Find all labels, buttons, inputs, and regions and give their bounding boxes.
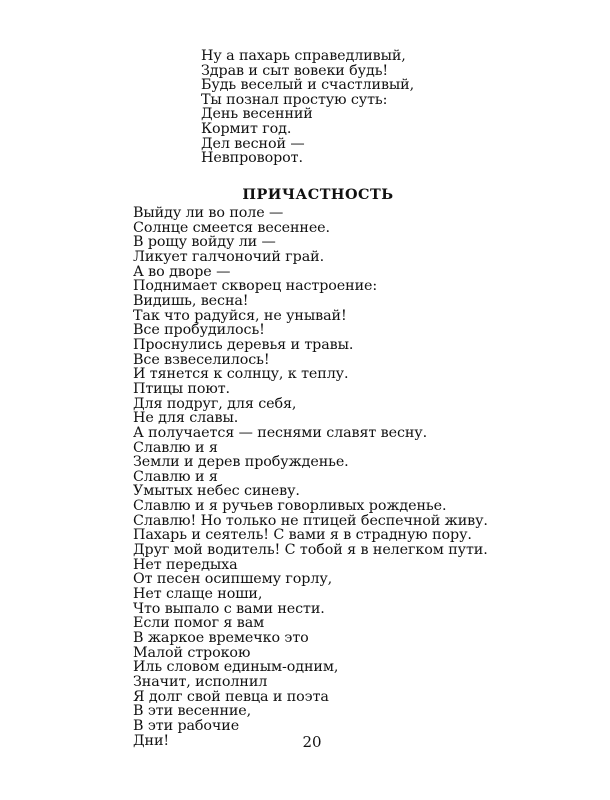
poem-line: Видишь, весна! [133,292,249,309]
poem-line: Дел весной — [201,135,305,152]
poem-line: Птицы поют. [133,380,230,397]
poem-line: Здрав и сыт вовеки будь! [201,62,389,79]
poem-line: Так что радуйся, не унывай! [133,307,347,324]
poem-line: Значит, исполнил [133,674,268,690]
poem-line: Нет слаще ноши, [133,586,263,603]
poem-line: В эти весенние, [133,703,252,720]
poem-line: Славлю и я [133,439,218,456]
poem-line: Умытых небес синеву. [133,483,300,500]
poem-line: Для подруг, для себя, [133,395,297,412]
poem-body [133,206,553,748]
poem-line: От песен осипшему горлу, [133,571,333,588]
poem-line: Славлю! Но только не птицей беспечной живу. [133,512,488,529]
poem-line: Не для славы. [133,410,239,427]
poem-line: Проснулись деревья и травы. [133,336,354,353]
poem-line: Иль словом единым-одним, [133,659,339,676]
poem-line: А получается — песнями славят весну. [133,424,428,441]
poem-line: Кормит год. [201,120,292,137]
poem-line: Невпроворот. [201,150,303,167]
poem-line: Будь веселый и счастливый, [201,77,415,94]
poem-line: Выйду ли во поле — [133,205,284,221]
page-number: 20 [302,733,322,751]
poem-title: ПРИЧАСТНОСТЬ [242,186,394,203]
poem-line: Нет передыха [133,556,238,573]
poem-line: Друг мой водитель! С тобой я в нелегком пути. [133,542,488,559]
previous-poem-ending [201,49,521,166]
poem-line: В жаркое времечко это [133,630,309,647]
poem-line: Что выпало с вами нести. [133,600,325,617]
poem-line: Земли и дерев пробужденье. [133,454,349,471]
poem-line: А во дворе — [133,263,231,280]
poem-line: Славлю и я [133,468,218,485]
poem-line: Все взвеселилось! [133,351,270,368]
poem-line: Поднимает скворец настроение: [133,278,378,295]
poem-line: Все пробудилось! [133,322,265,339]
poem-line: Солнце смеется весеннее. [133,219,330,236]
poem-line: В эти рабочие [133,717,240,734]
poem-line: И тянется к солнцу, к теплу. [133,366,349,383]
poem-line: День весенний [201,106,313,123]
poem-line: Ну а пахарь справедливый, [201,48,406,64]
poem-line: Малой строкою [133,644,251,661]
poem-line: Ликует галчоночий грай. [133,248,325,265]
poem-line: Пахарь и сеятель! С вами я в страдную пору. [133,527,472,544]
poem-line: Я долг свой певца и поэта [133,688,329,705]
poem-line: Ты познал простую суть: [201,91,388,108]
poem-line: Дни! [133,732,170,749]
poem-line: Если помог я вам [133,615,265,632]
poem-line: Славлю и я ручьев говорливых рожденье. [133,498,447,515]
poem-line: В рощу войду ли — [133,234,276,251]
